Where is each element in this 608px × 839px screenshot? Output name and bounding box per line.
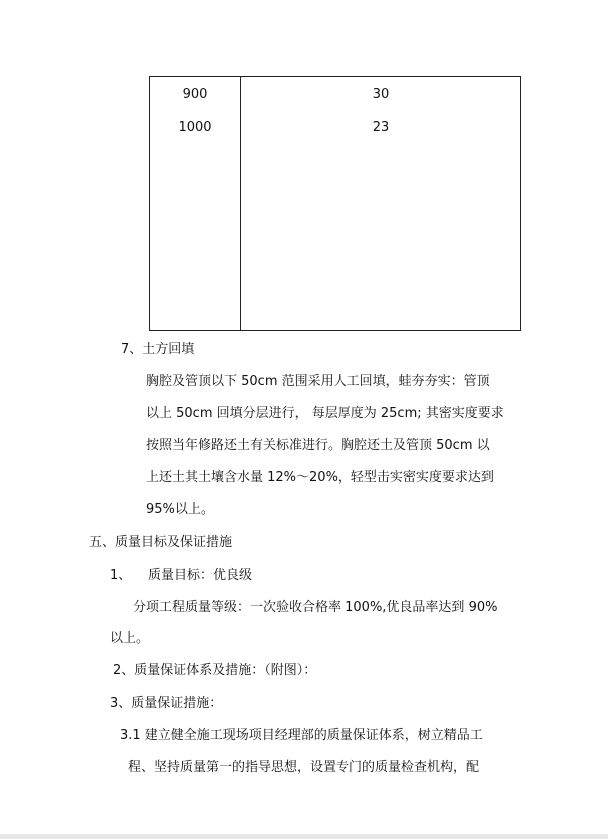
page-bottom-edge bbox=[0, 834, 608, 839]
item2-text: 2、质量保证体系及措施：（附图）： bbox=[113, 663, 317, 678]
paragraph-line: 以上。 bbox=[110, 631, 150, 646]
section7-heading: 7、土方回填 bbox=[121, 342, 195, 357]
table-column-divider bbox=[240, 77, 241, 330]
paragraph-line: 3.1 建立健全施工现场项目经理部的质量保证体系，树立精品工 bbox=[120, 728, 483, 743]
paragraph-line: 以上 50cm 回填分层进行， 每层厚度为 25cm; 其密实度要求 bbox=[146, 406, 504, 421]
table-cell: 23 bbox=[372, 120, 390, 135]
table-cell: 1000 bbox=[178, 120, 212, 135]
paragraph-line: 胸腔及管顶以下 50cm 范围采用人工回填，蛙夯夯实：管顶 bbox=[146, 374, 490, 389]
paragraph-line: 程、坚持质量第一的指导思想，设置专门的质量检查机构，配 bbox=[128, 760, 480, 775]
section5-heading: 五、质量目标及保证措施 bbox=[89, 535, 233, 550]
item3-text: 3、质量保证措施： bbox=[110, 696, 223, 711]
table-cell: 900 bbox=[182, 87, 208, 102]
item1-text: 质量目标：优良级 bbox=[148, 568, 253, 583]
paragraph-line: 上还土其土壤含水量 12%～20%，轻型击实密实度要求达到 bbox=[146, 470, 494, 485]
table-cell: 30 bbox=[372, 87, 390, 102]
pipe-data-table bbox=[149, 76, 521, 331]
paragraph-line: 按照当年修路还土有关标准进行。胸腔还土及管顶 50cm 以 bbox=[146, 438, 490, 453]
item1-number: 1、 bbox=[110, 568, 132, 583]
paragraph-line: 95%以上。 bbox=[146, 502, 214, 517]
paragraph-line: 分项工程质量等级：一次验收合格率 100%,优良品率达到 90% bbox=[133, 600, 498, 615]
